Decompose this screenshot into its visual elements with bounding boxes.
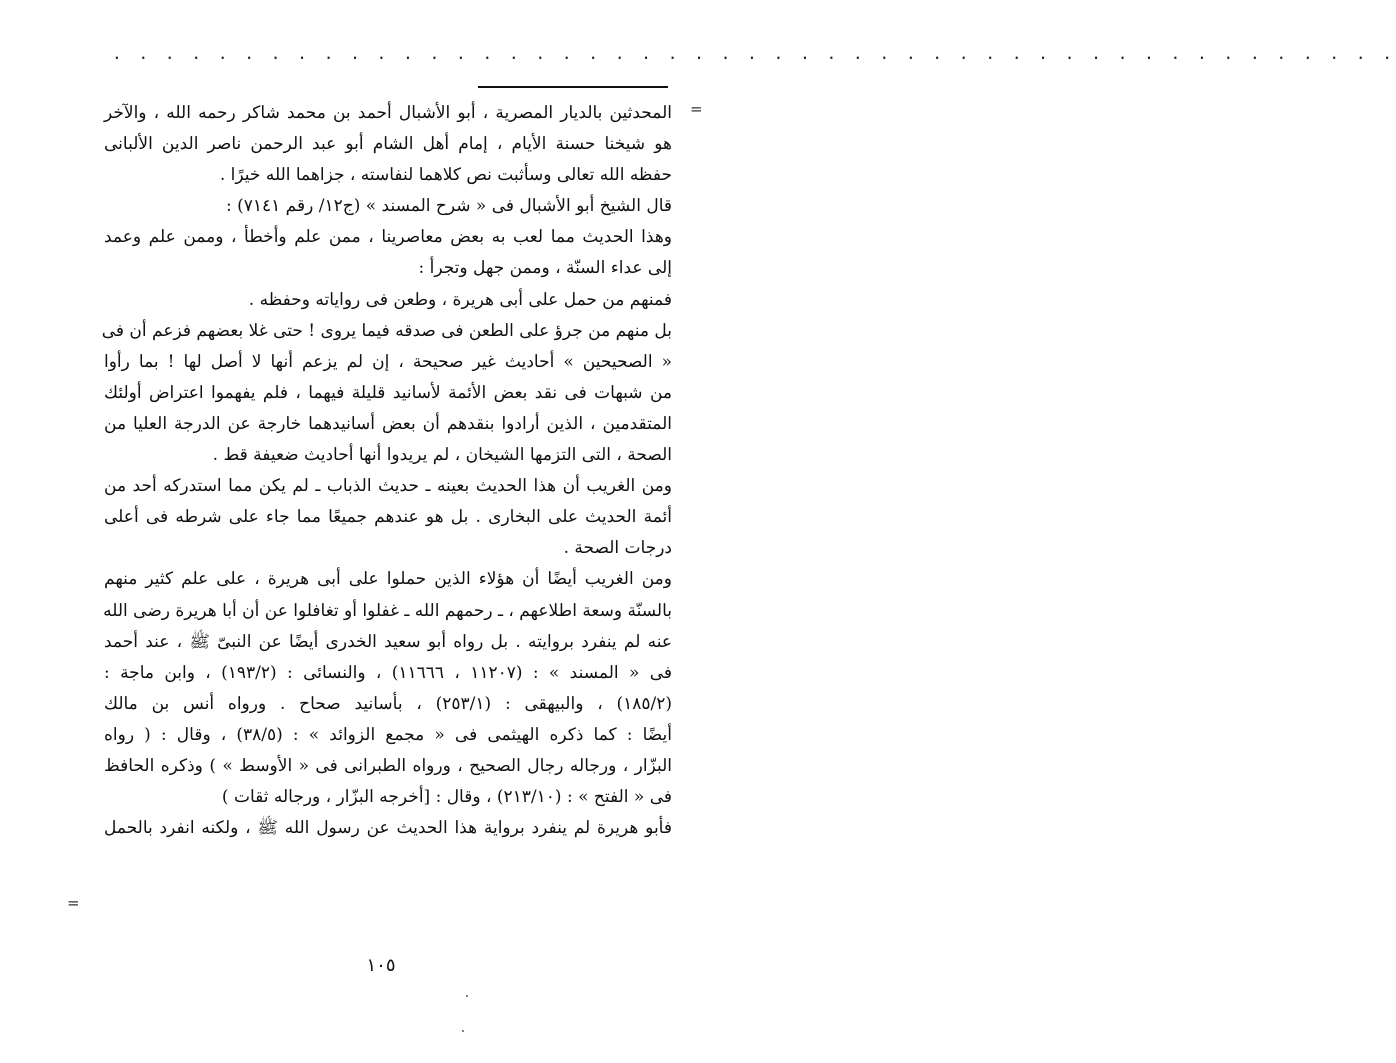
text-line: ومن الغريب أن هذا الحديث بعينه ـ حديث الذباب ـ لم يكن مما استدركه أحد من <box>104 476 672 497</box>
text-line: المتقدمين ، الذين أرادوا بنقدهم أن بعض أسانيدهما خارجة عن الدرجة العليا من <box>104 413 672 434</box>
text-line: حفظه الله تعالى وسأثبت نص كلاهما لنفاسته ، جزاهما الله خيرًا . <box>219 165 672 186</box>
text-line: فمنهم من حمل على أبى هريرة ، وطعن فى رواياته وحفظه . <box>248 289 672 310</box>
scan-speck <box>462 1030 464 1032</box>
margin-mark-bottom: = <box>67 894 80 912</box>
text-line: ومن الغريب أيضًا أن هؤلاء الذين حملوا على أبى هريرة ، على علم كثير منهم <box>104 569 672 590</box>
page-number: ١٠٥ <box>366 955 396 976</box>
text-line: بل منهم من جرؤ على الطعن فى صدقه فيما يروى ! حتى غلا بعضهم فزعم أن فى <box>101 320 672 341</box>
text-line: البزّار ، ورجاله رجال الصحيح ، ورواه الطبرانى فى « الأوسط » ) وذكره الحافظ <box>104 755 672 776</box>
text-line: إلى عداء السنّة ، وممن جهل وتجرأ : <box>418 258 672 279</box>
text-line: فأبو هريرة لم ينفرد برواية هذا الحديث عن رسول الله ﷺ ، ولكنه انفرد بالحمل <box>104 818 672 839</box>
text-line: هو شيخنا حسنة الأيام ، إمام أهل الشام أبو عبد الرحمن ناصر الدين الألبانى <box>104 134 672 155</box>
text-line: فى « الفتح » : (٢١٣/١٠) ، وقال : [أخرجه البزّار ، ورجاله ثقات ) <box>221 787 672 808</box>
text-line: من شبهات فى نقد بعض الأئمة لأسانيد قليلة فيهما ، فلم يفهموا اعتراض أولئك <box>104 382 672 403</box>
body-text <box>101 98 673 844</box>
text-line: درجات الصحة . <box>563 538 672 559</box>
text-line: بالسنّة وسعة اطلاعهم ، ـ رحمهم الله ـ غفلوا أو تغافلوا عن أن أبا هريرة رضى الله <box>103 600 672 621</box>
text-line: قال الشيخ أبو الأشبال فى « شرح المسند » (ج١٢/ رقم ٧١٤١) : <box>225 196 672 217</box>
text-line: « الصحيحين » أحاديث غير صحيحة ، إن لم يزعم أنها لا أصل لها ! بما رأوا <box>104 351 672 372</box>
text-line: (١٨٥/٢) ، والبيهقى : (٢٥٣/١) ، بأسانيد صحاح . ورواه أنس بن مالك <box>104 693 672 714</box>
margin-mark-top: = <box>690 100 703 118</box>
text-line: المحدثين بالديار المصرية ، أبو الأشبال أحمد بن محمد شاكر رحمه الله ، والآخر <box>104 103 672 123</box>
header-line <box>478 86 668 88</box>
text-line: أيضًا : كما ذكره الهيثمى فى « مجمع الزوائد » : (٣٨/٥) ، وقال : ( رواه <box>104 724 672 745</box>
text-line: فى « المسند » : (١١٢٠٧ ، ١١٦٦٦) ، والنسائى : (١٩٣/٢) ، وابن ماجة : <box>104 662 673 683</box>
text-line: عنه لم ينفرد بروايته . بل رواه أبو سعيد الخدرى أيضًا عن النبىّ ﷺ ، عند أحمد <box>104 631 672 652</box>
text-line: الصحة ، التى التزمها الشيخان ، لم يريدوا أنها أحاديث ضعيفة قط . <box>212 445 672 466</box>
dotted-header-rule: . . . . . . . . . . . . . . . . . . . . . . . . . . . . . . . . . . . . . . . . . . . . . . . . . <box>112 44 1396 63</box>
text-line: وهذا الحديث مما لعب به بعض معاصرينا ، ممن علم وأخطأ ، وممن علم وعمد <box>104 227 672 248</box>
text-line: أئمة الحديث على البخارى . بل هو عندهم جميعًا مما جاء على شرطه فى أعلى <box>104 507 672 528</box>
scan-speck <box>466 995 468 997</box>
